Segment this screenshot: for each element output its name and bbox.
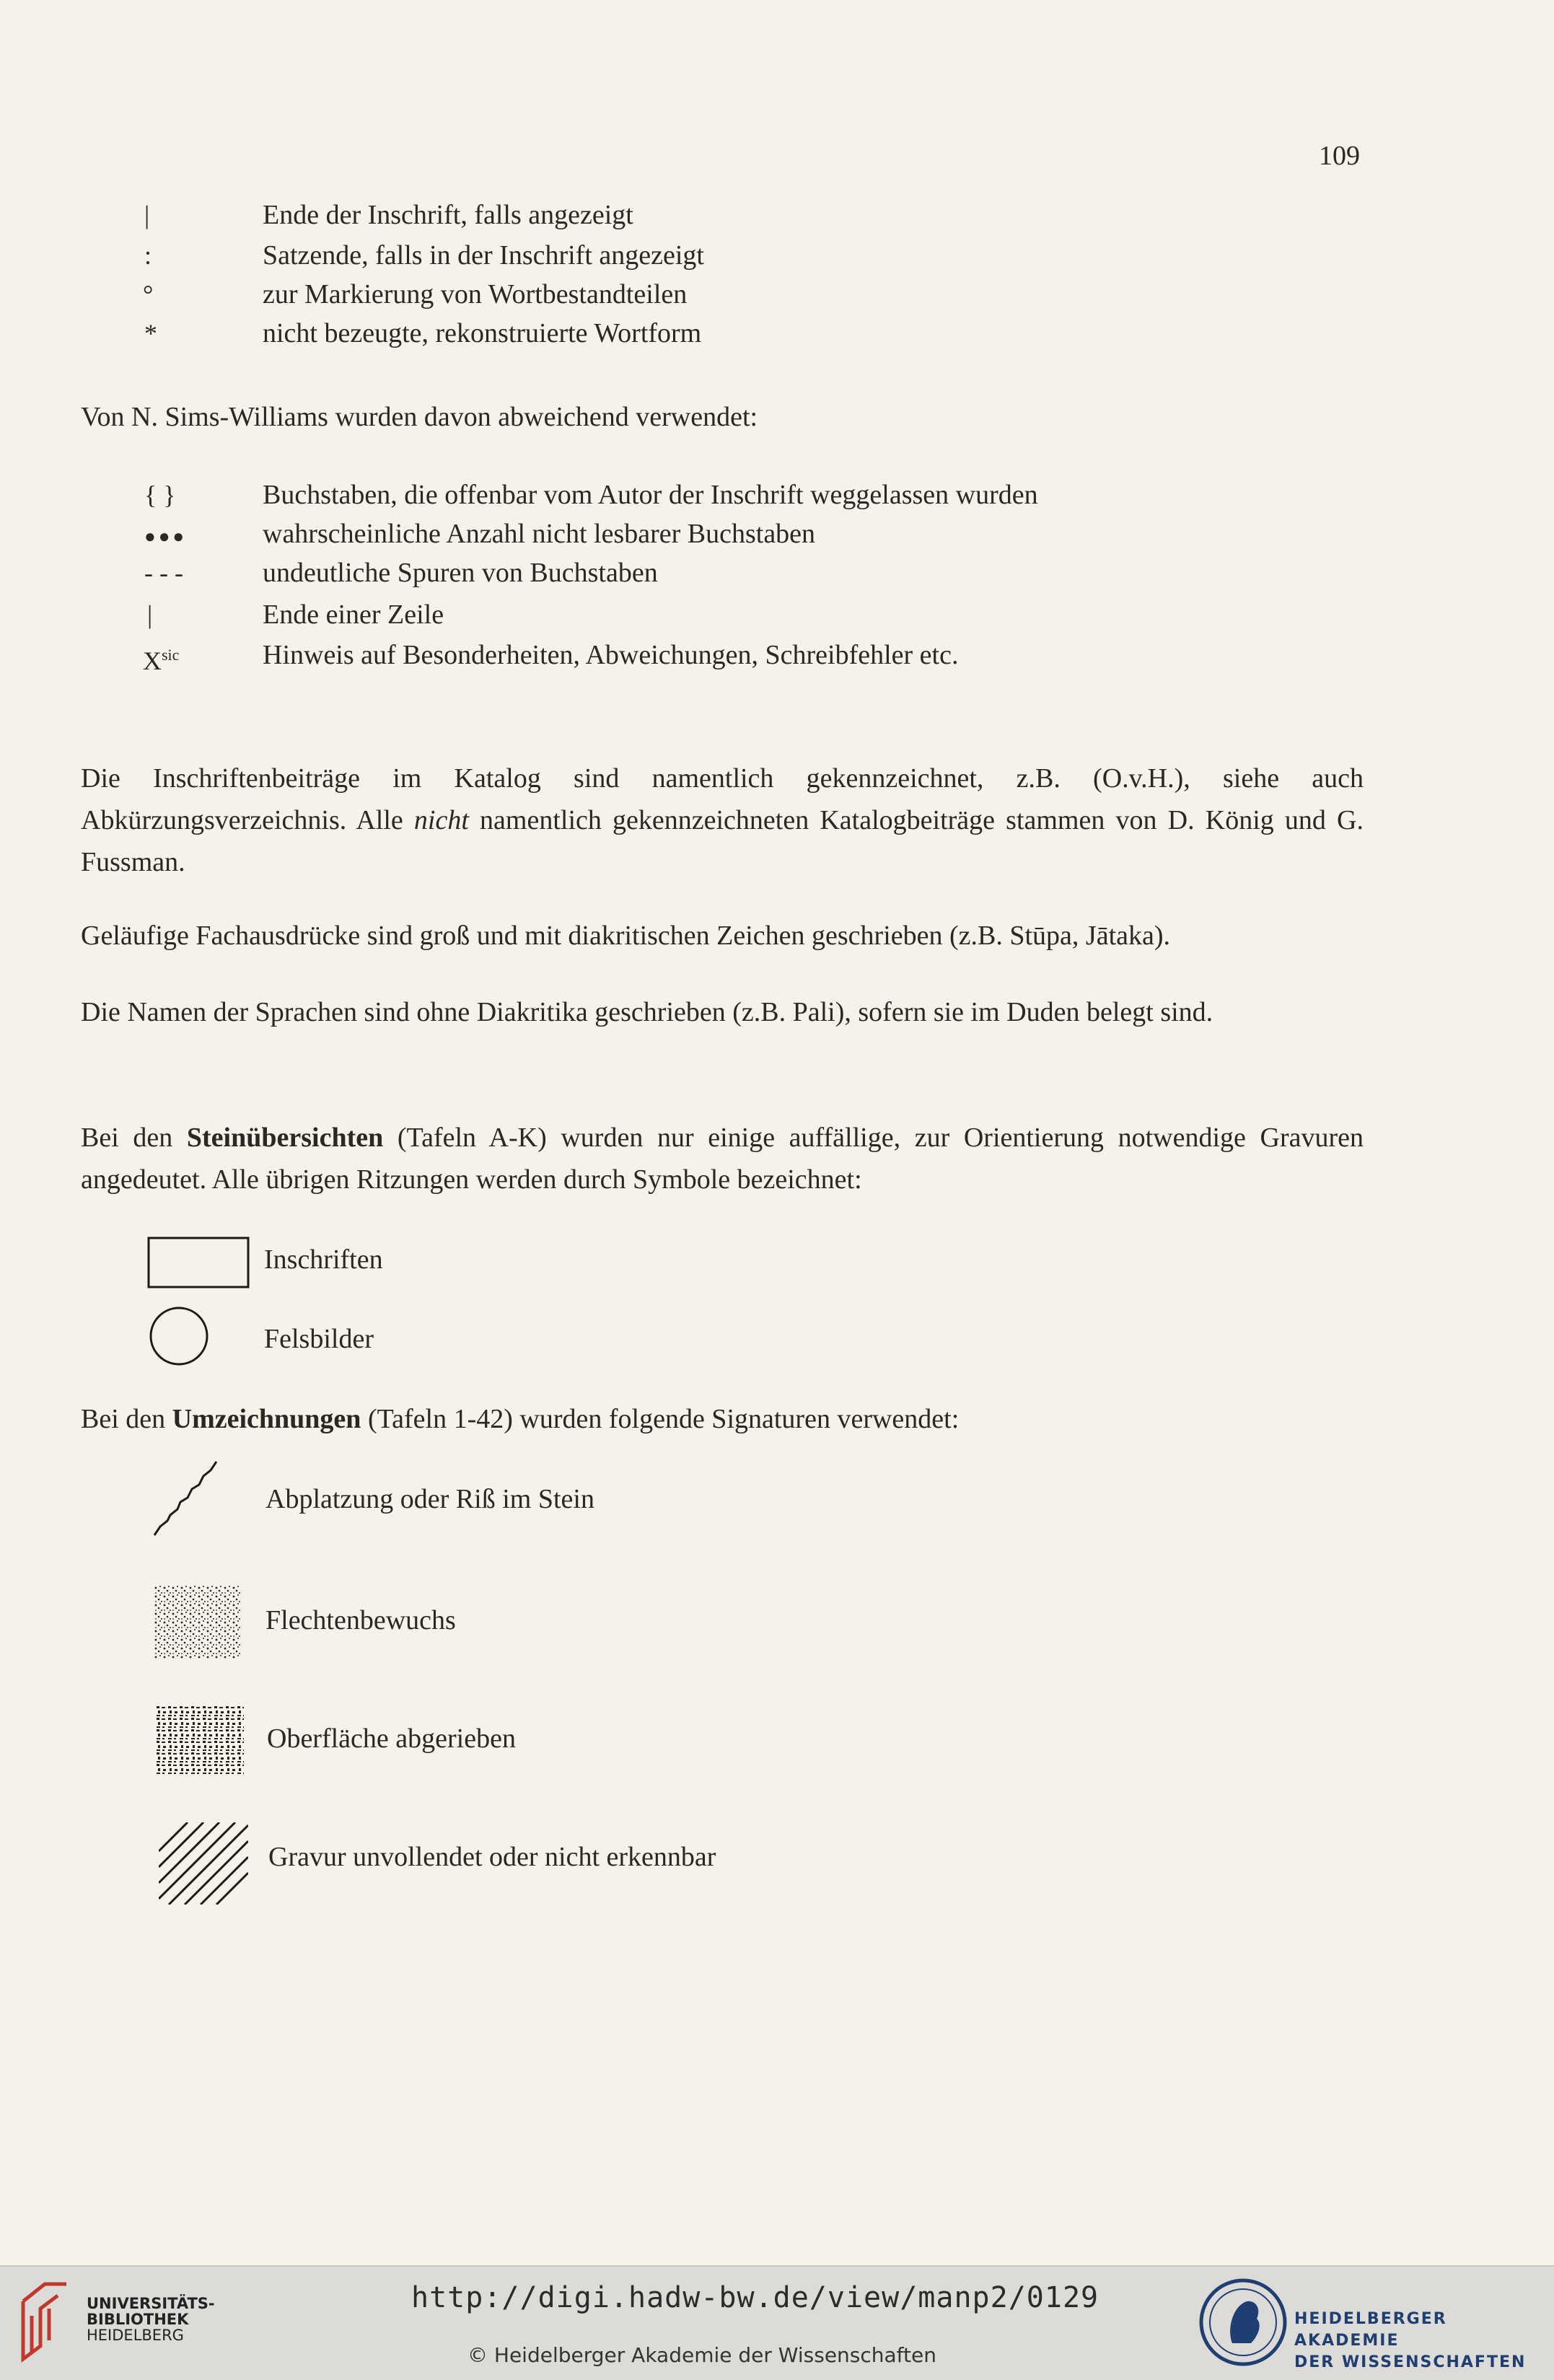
paragraph-fachausdruecke: Geläufige Fachausdrücke sind groß und mit diakritischen Zeichen geschrieben (z.B. Stūpa, Jātaka). [81,921,1171,951]
list2-text: Ende einer Zeile [263,600,444,630]
list2-symbol-sic [143,635,179,681]
paragraph-attribution-before: Die Inschriftenbeiträge im Katalog sind namentlich gekennzeichnet, z.B. (O.v.H.), siehe auch Abkürzungsverzeichnis. Alle [81,763,1364,835]
symbol-label-gravur: Gravur unvollendet oder nicht erkennbar [268,1842,716,1872]
permalink-url[interactable]: http://digi.hadw-bw.de/view/manp2/0129 [411,2281,1099,2314]
page-number: 109 [1319,141,1360,171]
list2-text: Buchstaben, die offenbar vom Autor der Inschrift weggelassen wurden [263,480,1038,510]
list2-symbol: { } [144,480,176,509]
circle-icon [149,1306,209,1366]
ub-line-2: BIBLIOTHEK [87,2311,189,2328]
list2-symbol-dots: ●●● [144,526,188,547]
paragraph-attribution [81,758,1364,883]
paragraph-umzeichnungen-before: Bei den [81,1404,172,1434]
symbol-label-inschriften: Inschriften [264,1244,383,1275]
intro-sims-williams: Von N. Sims-Williams wurden davon abweichend verwendet: [81,402,758,432]
university-library-name [87,2296,215,2343]
crack-line-icon [152,1457,224,1538]
paragraph-steinuebersichten-before: Bei den [81,1123,187,1153]
paragraph-attribution-after: namentlich gekennzeichneten Katalogbeiträge stammen von D. König und G. Fussman. [81,805,1364,877]
list1-text: zur Markierung von Wortbestandteilen [263,279,688,309]
paragraph-sprachen: Die Namen der Sprachen sind ohne Diakritika geschrieben (z.B. Pali), sofern sie im Duden belegt sind. [81,997,1213,1027]
copyright-notice: © Heidelberger Akademie der Wissenschaften [467,2343,937,2367]
ub-line-1: UNIVERSITÄTS- [87,2295,215,2312]
academy-line-1: HEIDELBERGER AKADEMIE [1294,2310,1447,2350]
paragraph-umzeichnungen-after: (Tafeln 1-42) wurden folgende Signaturen verwendet: [361,1404,960,1434]
symbol-label-abplatzung: Abplatzung oder Riß im Stein [265,1484,594,1514]
list2-symbol: | [147,600,153,629]
rectangle-icon [147,1237,250,1290]
list1-text: Satzende, falls in der Inschrift angezeigt [263,240,704,271]
academy-seal-icon [1198,2277,1289,2368]
abraded-texture-icon [156,1705,244,1775]
symbol-label-felsbilder: Felsbilder [264,1324,374,1354]
lichen-stipple-icon [154,1586,241,1659]
list2-symbol: - - - [144,558,183,587]
list1-symbol: : [144,241,152,270]
paragraph-umzeichnungen [81,1398,1364,1440]
hatching-icon [159,1822,248,1905]
list2-text: Hinweis auf Besonderheiten, Abweichungen, Schreibfehler etc. [263,640,959,670]
university-library-logo-icon [16,2280,81,2368]
list1-symbol: | [144,201,150,229]
sic-superscript: sic [162,646,180,664]
ub-line-3: HEIDELBERG [87,2327,184,2344]
symbol-label-flechtenbewuchs: Flechtenbewuchs [265,1605,456,1635]
academy-line-2: DER WISSENSCHAFTEN [1294,2353,1527,2371]
list2-text: wahrscheinliche Anzahl nicht lesbarer Buchstaben [263,519,816,549]
academy-name [1294,2309,1554,2374]
symbol-label-abgerieben: Oberfläche abgerieben [267,1723,516,1754]
term-steinuebersichten: Steinübersichten [186,1123,384,1153]
list2-text: undeutliche Spuren von Buchstaben [263,558,658,588]
term-umzeichnungen: Umzeichnungen [172,1404,361,1434]
paragraph-steinuebersichten [81,1117,1364,1200]
sic-x: X [143,646,162,675]
list1-symbol: ° [143,280,154,309]
list1-symbol: * [144,319,157,348]
paragraph-steinuebersichten-after: (Tafeln A-K) wurden nur einige auffällige, zur Orientierung notwendige Gravuren angedeutet. Alle übrigen Ritzungen werden durch Symbole bezeichnet: [81,1123,1364,1195]
footer-bar [0,2265,1554,2380]
paragraph-attribution-italic: nicht [413,805,469,835]
list1-text: Ende der Inschrift, falls angezeigt [263,200,633,230]
list1-text: nicht bezeugte, rekonstruierte Wortform [263,318,702,348]
